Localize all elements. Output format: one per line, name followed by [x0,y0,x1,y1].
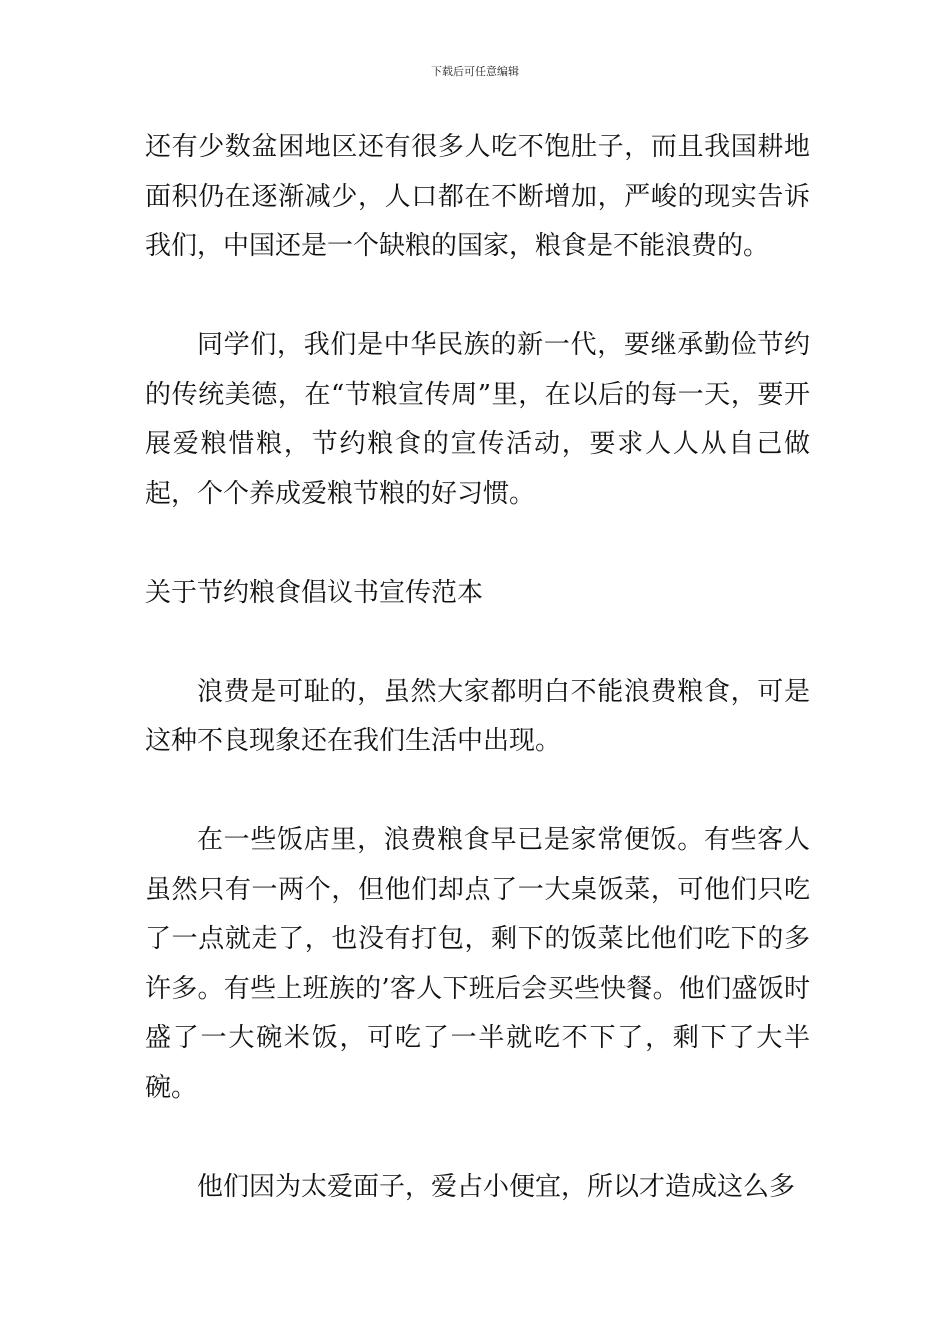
paragraph-3: 浪费是可耻的，虽然大家都明白不能浪费粮食，可是这种不良现象还在我们生活中出现。 [145,676,810,756]
paragraph-1: 还有少数盆困地区还有很多人吃不饱肚子，而且我国耕地面积仍在逐渐减少，人口都在不断增加，严峻的现实告诉我们，中国还是一个缺粮的国家，粮食是不能浪费的。 [145,132,810,261]
paragraph-gap [145,272,810,322]
paragraph-5: 他们因为太爱面子，爱占小便宜，所以才造成这么多 [197,1171,796,1202]
paragraph-2: 同学们，我们是中华民族的新一代，要继承勤俭节约的传统美德，在“节粮宣传周”里，在以后的每一天，要开展爱粮惜粮，节约粮食的宣传活动，要求人人从自己做起，个个养成爱粮节粮的好习惯。 [145,330,810,509]
paragraph-gap [145,1113,810,1163]
paragraph-gap [145,767,810,817]
document-body [145,123,810,1212]
paragraph-gap [145,519,810,569]
section-title: 关于节约粮食倡议书宣传范本 [145,577,484,608]
page-header-note: 下载后可任意编辑 [431,65,519,78]
paragraph-gap [145,618,810,668]
paragraph-4: 在一些饭店里，浪费粮食早已是家常便饭。有些客人虽然只有一两个，但他们却点了一大桌饭菜，可他们只吃了一点就走了，也没有打包，剩下的饭菜比他们吃下的多许多。有些上班族的’客人下班后会买些快餐。他们盛饭时盛了一大碗米饭，可吃了一半就吃不下了，剩下了大半碗。 [145,825,810,1103]
